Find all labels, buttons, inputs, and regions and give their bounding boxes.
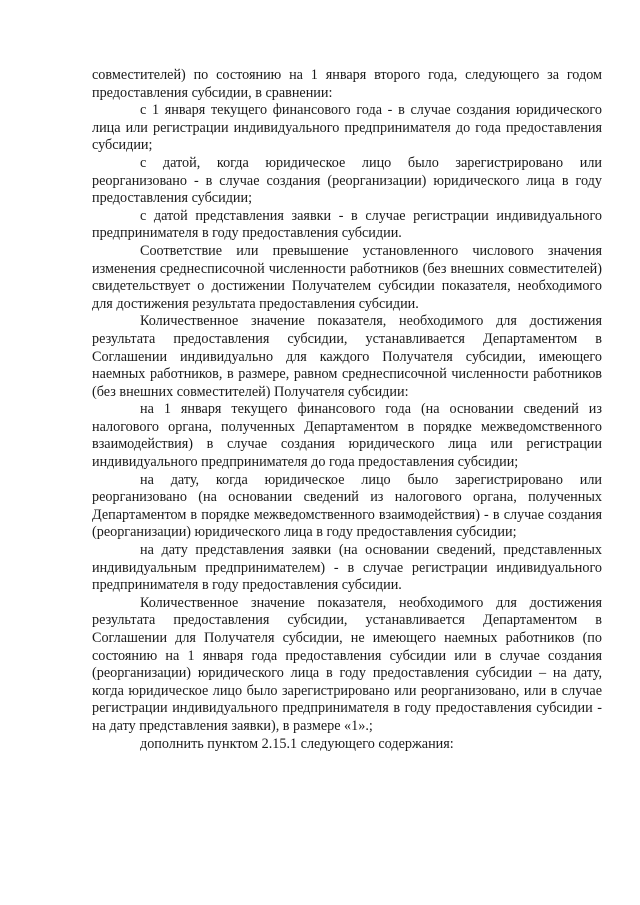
paragraph-amendment: дополнить пунктом 2.15.1 следующего содержания: [140, 735, 454, 752]
paragraph-case-before-year: с 1 января текущего финансового года - в случае создания юридического лица или регистрации индивидуального предпринимателя до года предоставления субсидии; [92, 102, 602, 154]
paragraph-case-registration-date: с датой, когда юридическое лицо было зарегистрировано или реорганизовано - в случае создания (реорганизации) юридического лица в году предоставления субсидии; [92, 154, 602, 207]
paragraph-continuation: совместителей) по состоянию на 1 января второго года, следующего за годом предоставления субсидии, в сравнении: [92, 67, 602, 101]
paragraph-case-application-date: с датой представления заявки - в случае регистрации индивидуального предпринимателя в году предоставления субсидии. [92, 207, 602, 242]
document-body [92, 67, 602, 753]
paragraph-on-january-first: на 1 января текущего финансового года (на основании сведений из налогового органа, полученных Департаментом в порядке межведомственного взаимодействия) в случае создания юридического лица или регистрации индивидуального предпринимателя до года предоставления субсидии; [92, 401, 602, 471]
paragraph-compliance: Соответствие или превышение установленного числового значения изменения среднесписочной численности работников (без внешних совместителей) свидетельствует о достижении Получателем субсидии показателя, необходимого для достижения результата предоставления субсидии. [92, 242, 602, 312]
paragraph-indicator-without-employees: Количественное значение показателя, необходимого для достижения результата предоставления субсидии, устанавливается Департаментом в Соглашении для Получателя субсидии, не имеющего наемных работников (по состоянию на 1 января года предоставления субсидии или в случае создания (реорганизации) юридического лица в году предоставления субсидии – на дату, когда юридическое лицо было зарегистрировано или реорганизовано, или в случае регистрации индивидуального предпринимателя в году предоставления субсидии - на дату представления заявки), в размере «1».; [92, 594, 602, 734]
paragraph-indicator-with-employees: Количественное значение показателя, необходимого для достижения результата предоставления субсидии, устанавливается Департаментом в Соглашении индивидуально для каждого Получателя субсидии, имеющего наемных работников, в размере, равном среднесписочной численности работников (без внешних совместителей) Получателя субсидии: [92, 313, 602, 400]
paragraph-on-registration-date: на дату, когда юридическое лицо было зарегистрировано или реорганизовано (на основании сведений из налогового органа, полученных Департаментом в порядке межведомственного взаимодействия) - в случае создания (реорганизации) юридического лица в году предоставления субсидии; [92, 471, 602, 541]
paragraph-on-application-date: на дату представления заявки (на основании сведений, представленных индивидуальным предпринимателем) - в случае регистрации индивидуального предпринимателя в году предоставления субсидии. [92, 542, 602, 594]
